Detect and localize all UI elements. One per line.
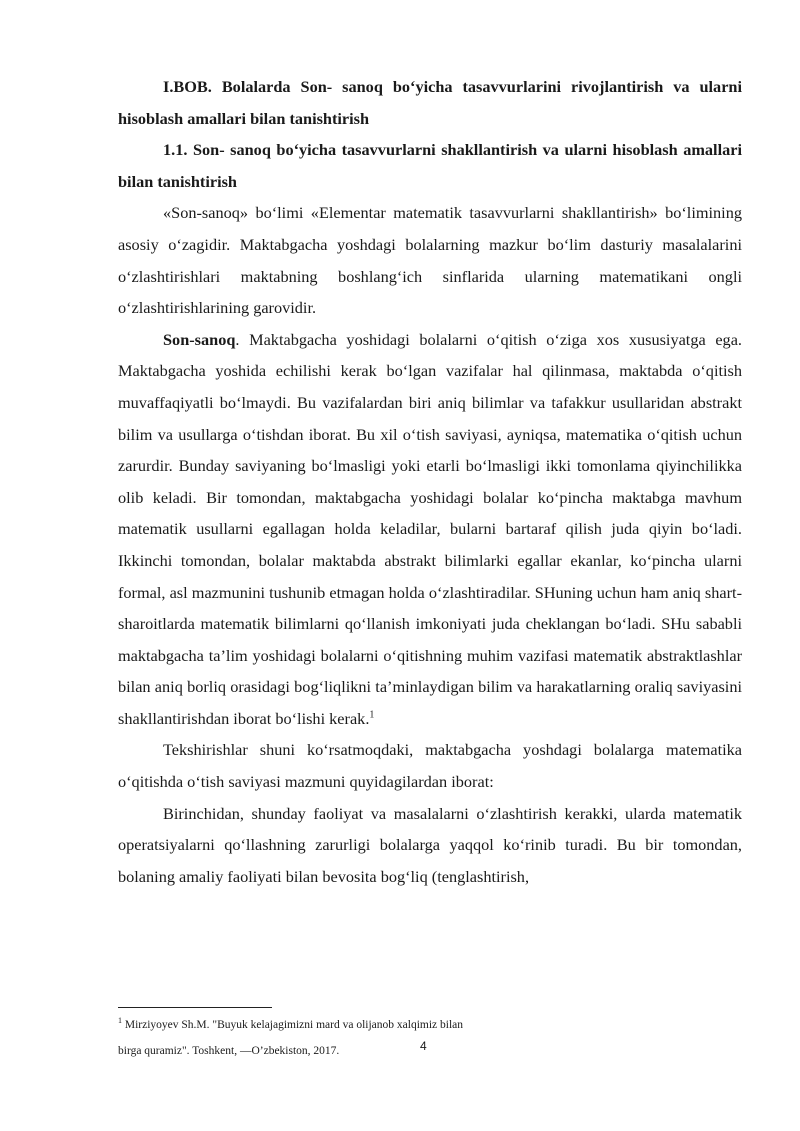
footnote-mark: 1 (118, 1016, 122, 1026)
chapter-heading: I.BOB. Bolalarda Son- sanoq bo‘yicha tasavvurlarini rivojlantirish va ularni hisoblash amallari bilan tanishtirish (118, 77, 742, 128)
paragraph-4: Birinchidan, shunday faoliyat va masalalarni o‘zlashtirish kerakki, ularda matematik operatsiyalarni qo‘llashning zarurligi bolalarga yaqqol ko‘rinib turadi. Bu bir tomondan, bolaning amaliy faoliyati bilan bevosita bog‘liq (tenglashtirish, (118, 803, 742, 886)
footnote-separator (118, 1007, 272, 1008)
term-son-sanoq: Son-sanoq (163, 329, 236, 349)
body-text (118, 71, 742, 892)
footnote-reference[interactable]: 1 (369, 709, 375, 721)
paragraph-2-text: . Maktabgacha yoshidagi bolalarni o‘qitish o‘ziga xos xususiyatga ega. Maktabgacha yoshida echilishi kerak bo‘lgan vazifalar hal qilinmasa, maktabda o‘qitish muvaffaqiyatli bo‘lmaydi. Bu vazifalardan biri aniq bilimlar va tafakkur usullaridan abstrakt bilim va usullarga o‘tishdan iborat. Bu xil o‘tish saviyasi, ayniqsa, matematika o‘qitish uchun zarurdir. Bunday saviyaning bo‘lmasligi yoki etarli bo‘lmasligi ikki tomonlama qiyinchilikka olib keladi. Bir tomondan, maktabgacha yoshidagi bolalar ko‘pincha maktabga mavhum matematik usullarni egallagan holda keladilar, bularni bartaraf qilish juda qiyin bo‘ladi. Ikkinchi tomondan, bolalar maktabda abstrakt bilimlarki egallar ekanlar, ko‘pincha ularni formal, asl mazmunini tushunib etmagan holda o‘zlashtiradilar. SHuning uchun ham aniq shart-sharoitlarda matematik bilimlarni qo‘llanish imkoniyati juda cheklangan bo‘ladi. SHu sababli maktabgacha ta’lim yoshidagi bolalarni o‘qitishning muhim vazifasi matematik abstraktlashlar bilan aniq borliq orasidagi bog‘liqlikni ta’minlaydigan bilim va harakatlarning oraliq saviyasini shakllantirishdan iborat bo‘lishi kerak. (118, 329, 742, 728)
footnote-line-1 (118, 1012, 538, 1038)
page-number: 4 (420, 1039, 427, 1053)
paragraph-1: «Son-sanoq» bo‘limi «Elementar matematik tasavvurlarni shakllantirish» bo‘limining asosiy o‘zagidir. Maktabgacha yoshdagi bolalarning mazkur bo‘lim dasturiy masalalarini o‘zlashtirishlari maktabning boshlang‘ich sinflarida ularning matematikani ongli o‘zlashtirishlarining garovidir. (118, 203, 742, 318)
footnote-text-1: Mirziyoyev Sh.M. "Buyuk kelajagimizni mard va olijanob xalqimiz bilan (122, 1019, 464, 1031)
section-heading: 1.1. Son- sanoq bo‘yicha tasavvurlarni shakllantirish va ularni hisoblash amallari bilan tanishtirish (118, 140, 742, 191)
footnote-line-2: birga quramiz". Toshkent, ―O’zbekiston, 2017. (118, 1045, 340, 1057)
footnote (118, 1012, 538, 1064)
paragraph-3: Tekshirishlar shuni ko‘rsatmoqdaki, maktabgacha yoshdagi bolalarga matematika o‘qitishda o‘tish saviyasi mazmuni quyidagilardan iborat: (118, 740, 742, 792)
paragraph-2 (118, 324, 742, 735)
